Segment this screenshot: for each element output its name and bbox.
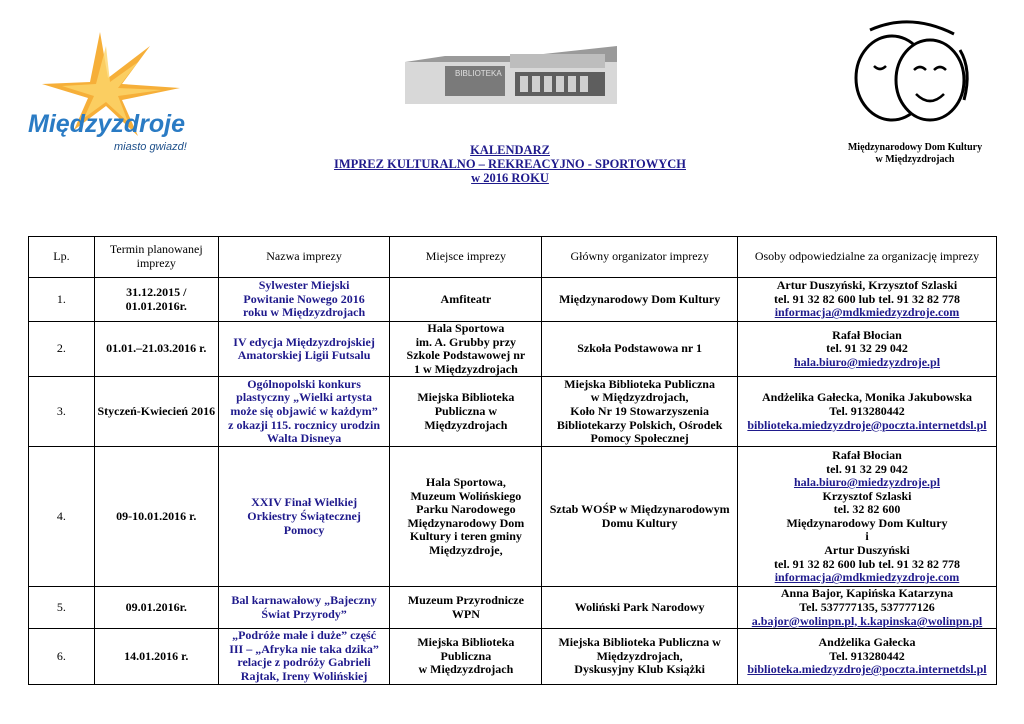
cell-osoby bbox=[738, 322, 997, 377]
title-line-2: IMPREZ KULTURALNO – REKREACYJNO - SPORTOWYCH bbox=[333, 157, 687, 171]
cell-organizator bbox=[542, 322, 738, 377]
cell-nazwa-line: XXIV Finał Wielkiej bbox=[251, 495, 358, 510]
cell-nazwa-line: Rajtak, Ireny Wolińskiej bbox=[240, 668, 368, 683]
table-row bbox=[29, 322, 997, 377]
cell-miejsce-line: Hala Sportowa, bbox=[425, 475, 506, 490]
cell-organizator-line: Woliński Park Narodowy bbox=[574, 599, 705, 614]
header-termin: Termin planowanej imprezy bbox=[94, 237, 218, 278]
contact-line: tel. 91 32 29 042 bbox=[826, 341, 908, 356]
header-osoby: Osoby odpowiedzialne za organizację imprezy bbox=[738, 237, 997, 278]
contact-line: Artur Duszyński, Krzysztof Szlaski bbox=[776, 278, 958, 293]
cell-termin bbox=[94, 587, 218, 629]
cell-miejsce bbox=[390, 447, 542, 587]
cell-lp: 5. bbox=[29, 587, 95, 629]
email-link[interactable]: biblioteka.miedzyzdroje@poczta.internetdsl.pl bbox=[747, 417, 987, 432]
cell-organizator bbox=[542, 587, 738, 629]
logo-wordmark: Międzyzdroje bbox=[28, 110, 185, 138]
theatre-masks-icon bbox=[830, 20, 1000, 138]
cell-nazwa-line: Pomocy bbox=[283, 522, 325, 537]
cell-miejsce-line: 1 w Międzyzdrojach bbox=[413, 361, 518, 376]
cell-nazwa bbox=[218, 629, 390, 684]
contact-line: tel. 91 32 82 600 lub tel. 91 32 82 778 bbox=[774, 291, 960, 306]
cell-organizator-line: Szkoła Podstawowa nr 1 bbox=[577, 341, 703, 356]
cell-nazwa-line: III – „Afryka nie taka dzika” bbox=[229, 641, 379, 656]
cell-termin-line: 01.01.–21.03.2016 r. bbox=[106, 341, 207, 356]
table-row bbox=[29, 278, 997, 322]
title-line-1: KALENDARZ bbox=[470, 143, 550, 157]
header-nazwa: Nazwa imprezy bbox=[218, 237, 390, 278]
cell-nazwa bbox=[218, 322, 390, 377]
miedzyzdroje-logo bbox=[22, 26, 202, 158]
cell-osoby bbox=[738, 278, 997, 322]
email-link[interactable]: a.bajor@wolinpn.pl, k.kapinska@wolinpn.pl bbox=[751, 613, 983, 628]
cell-miejsce-line: Międzyzdroje, bbox=[429, 543, 503, 558]
cell-miejsce bbox=[390, 587, 542, 629]
cell-miejsce-line: Parku Narodowego bbox=[416, 502, 516, 517]
cell-termin bbox=[94, 447, 218, 587]
cell-termin-line: 31.12.2015 / bbox=[126, 284, 187, 299]
cell-miejsce-line: Muzeum Przyrodnicze bbox=[407, 593, 524, 608]
cell-miejsce-line: Hala Sportowa bbox=[427, 321, 505, 335]
cell-organizator bbox=[542, 629, 738, 684]
cell-lp: 1. bbox=[29, 278, 95, 322]
cell-nazwa-line: Orkiestry Świątecznej bbox=[247, 509, 361, 524]
cell-miejsce bbox=[390, 629, 542, 684]
contact-line: Rafał Błocian bbox=[832, 327, 902, 342]
cell-osoby bbox=[738, 587, 997, 629]
cell-organizator bbox=[542, 447, 738, 587]
cell-organizator-line: Międzyzdrojach, bbox=[596, 648, 683, 663]
cell-osoby bbox=[738, 629, 997, 684]
contact-line: Tel. 537777135, 537777126 bbox=[799, 599, 935, 614]
building-sign: BIBLIOTEKA bbox=[455, 69, 502, 78]
cell-nazwa bbox=[218, 587, 390, 629]
cell-nazwa-line: Bal karnawałowy „Bajeczny bbox=[231, 593, 377, 608]
table-row bbox=[29, 377, 997, 447]
document-title bbox=[300, 143, 720, 185]
cell-termin-line: 14.01.2016 r. bbox=[124, 648, 189, 663]
cell-termin-line: 09-10.01.2016 r. bbox=[116, 509, 197, 524]
cell-organizator-line: w Międzyzdrojach, bbox=[590, 390, 689, 405]
cell-termin bbox=[94, 377, 218, 447]
logo-tagline: miasto gwiazd! bbox=[114, 141, 187, 153]
cell-nazwa-line: roku w Międzyzdrojach bbox=[242, 305, 366, 320]
table-row bbox=[29, 629, 997, 684]
cell-organizator-line: Pomocy Społecznej bbox=[590, 431, 689, 446]
cell-nazwa-line: Amatorskiej Ligii Futsalu bbox=[237, 348, 371, 363]
cell-organizator-line: Bibliotekarzy Polskich, Ośrodek bbox=[556, 417, 723, 432]
library-building-image bbox=[405, 42, 617, 104]
cell-miejsce-line: w Międzyzdrojach bbox=[418, 662, 514, 677]
cell-organizator-line: Domu Kultury bbox=[601, 515, 678, 530]
cell-termin-line: 01.01.2016r. bbox=[125, 298, 187, 313]
email-link[interactable]: informacja@mdkmiedzyzdroje.com bbox=[774, 570, 960, 585]
contact-line: Anna Bajor, Kapińska Katarzyna bbox=[780, 586, 954, 601]
table-header-row bbox=[29, 237, 997, 278]
cell-organizator bbox=[542, 377, 738, 447]
cell-miejsce-line: WPN bbox=[451, 606, 480, 621]
contact-line: tel. 32 82 600 bbox=[833, 502, 901, 517]
cell-miejsce-line: Międzyzdrojach bbox=[424, 417, 508, 432]
star-icon bbox=[22, 26, 202, 158]
contact-line: Międzynarodowy Dom Kultury bbox=[786, 515, 948, 530]
header-lp: Lp. bbox=[29, 237, 95, 278]
cell-organizator-line: Koło Nr 19 Stowarzyszenia bbox=[570, 404, 710, 419]
cell-lp: 6. bbox=[29, 629, 95, 684]
cell-lp: 2. bbox=[29, 322, 95, 377]
cell-organizator-line: Sztab WOŚP w Międzynarodowym bbox=[549, 502, 730, 517]
table-body bbox=[29, 278, 997, 685]
cell-osoby bbox=[738, 377, 997, 447]
contact-line: Rafał Błocian bbox=[832, 447, 902, 462]
header-organizator: Główny organizator imprezy bbox=[542, 237, 738, 278]
cell-nazwa-line: „Podróże małe i duże” część bbox=[232, 628, 377, 643]
cell-osoby bbox=[738, 447, 997, 587]
email-link[interactable]: hala.biuro@miedzyzdroje.pl bbox=[793, 475, 941, 490]
cell-miejsce-line: im. A. Grubby przy bbox=[415, 334, 517, 349]
cell-miejsce bbox=[390, 278, 542, 322]
cell-miejsce-line: Publiczna bbox=[440, 648, 492, 663]
email-link[interactable]: informacja@mdkmiedzyzdroje.com bbox=[774, 305, 960, 320]
cell-nazwa-line: z okazji 115. rocznicy urodzin bbox=[228, 417, 381, 432]
cell-lp: 4. bbox=[29, 447, 95, 587]
email-link[interactable]: biblioteka.miedzyzdroje@poczta.internetdsl.pl bbox=[747, 662, 987, 677]
mdk-logo bbox=[830, 20, 1000, 170]
cell-nazwa-line: plastyczny „Wielki artysta bbox=[236, 390, 372, 405]
cell-nazwa-line: Świat Przyrody” bbox=[261, 606, 347, 621]
cell-nazwa-line: może się objawić w każdym” bbox=[230, 404, 378, 419]
cell-organizator bbox=[542, 278, 738, 322]
cell-organizator-line: Międzynarodowy Dom Kultury bbox=[559, 291, 721, 306]
contact-line: Artur Duszyński bbox=[824, 543, 910, 558]
cell-miejsce bbox=[390, 377, 542, 447]
header-miejsce: Miejsce imprezy bbox=[390, 237, 542, 278]
cell-miejsce bbox=[390, 322, 542, 377]
cell-termin bbox=[94, 322, 218, 377]
title-line-3: w 2016 ROKU bbox=[471, 171, 549, 185]
cell-termin-line: 09.01.2016r. bbox=[125, 599, 187, 614]
cell-miejsce-line: Amfiteatr bbox=[440, 291, 492, 306]
cell-nazwa-line: Ogólnopolski konkurs bbox=[247, 376, 361, 391]
contact-line: Tel. 913280442 bbox=[829, 404, 905, 419]
cell-termin bbox=[94, 629, 218, 684]
cell-nazwa-line: Walta Disneya bbox=[266, 431, 342, 446]
table-row bbox=[29, 447, 997, 587]
cell-miejsce-line: Miejska Biblioteka bbox=[417, 634, 515, 649]
cell-organizator-line: Dyskusyjny Klub Książki bbox=[574, 662, 705, 677]
cell-organizator-line: Miejska Biblioteka Publiczna w bbox=[558, 634, 721, 649]
cell-nazwa-line: relacje z podróży Gabrieli bbox=[237, 655, 371, 670]
cell-nazwa-line: IV edycja Międzyzdrojskiej bbox=[233, 334, 375, 349]
cell-miejsce-line: Miejska Biblioteka bbox=[417, 390, 515, 405]
cell-miejsce-line: Szkole Podstawowej nr bbox=[406, 348, 526, 363]
cell-organizator-line: Miejska Biblioteka Publiczna bbox=[564, 376, 715, 391]
contact-line: i bbox=[865, 529, 869, 544]
cell-termin bbox=[94, 278, 218, 322]
email-link[interactable]: hala.biuro@miedzyzdroje.pl bbox=[793, 354, 941, 369]
contact-line: tel. 91 32 82 600 lub tel. 91 32 82 778 bbox=[774, 556, 960, 571]
cell-termin-line: Styczeń-Kwiecień 2016 bbox=[97, 404, 216, 419]
mdk-org-name: Międzynarodowy Dom Kultury w Międzyzdrojach bbox=[847, 142, 983, 165]
events-table bbox=[28, 236, 997, 685]
cell-miejsce-line: Międzynarodowy Dom bbox=[407, 515, 525, 530]
contact-line: Krzysztof Szlaski bbox=[822, 488, 912, 503]
cell-miejsce-line: Muzeum Wolińskiego bbox=[410, 488, 522, 503]
cell-miejsce-line: Kultury i teren gminy bbox=[409, 529, 522, 544]
contact-line: Tel. 913280442 bbox=[829, 648, 905, 663]
cell-nazwa-line: Sylwester Miejski bbox=[258, 278, 350, 293]
cell-lp: 3. bbox=[29, 377, 95, 447]
contact-line: Andżelika Gałecka bbox=[818, 634, 916, 649]
cell-nazwa bbox=[218, 377, 390, 447]
cell-nazwa bbox=[218, 447, 390, 587]
cell-miejsce-line: Publiczna w bbox=[434, 404, 498, 419]
contact-line: Andżelika Gałecka, Monika Jakubowska bbox=[761, 390, 973, 405]
table-row bbox=[29, 587, 997, 629]
cell-nazwa bbox=[218, 278, 390, 322]
contact-line: tel. 91 32 29 042 bbox=[826, 461, 908, 476]
cell-nazwa-line: Powitanie Nowego 2016 bbox=[243, 291, 365, 306]
